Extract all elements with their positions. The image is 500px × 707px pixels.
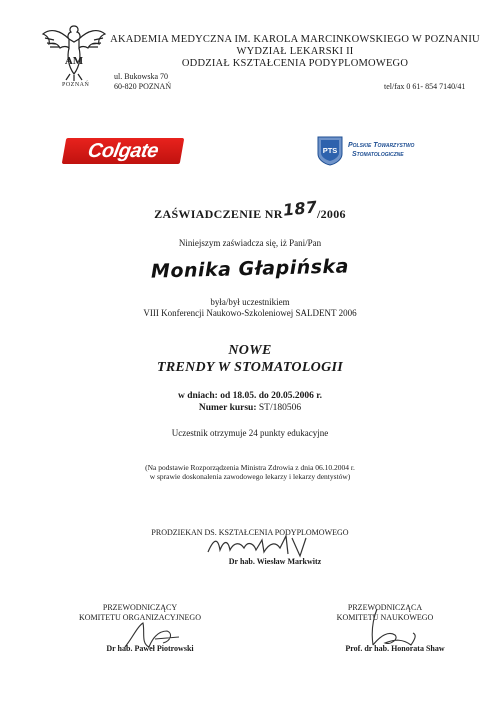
- certificate-title-prefix: ZAŚWIADCZENIE NR: [154, 207, 283, 221]
- dean-signature: [200, 532, 310, 560]
- telfax: tel/fax 0 61- 854 7140/41: [384, 82, 466, 91]
- colgate-logo: Colgate: [62, 138, 185, 164]
- pts-mark: PTS: [322, 146, 338, 155]
- pts-name-line1: Polskie Towarzystwo: [348, 142, 415, 149]
- certificate-title-suffix: /2006: [316, 207, 346, 221]
- certificate-number: 187: [281, 197, 318, 220]
- sci-committee-title-line2: KOMITETU NAUKOWEGO: [336, 613, 434, 622]
- certificate-title: [0, 197, 500, 222]
- pts-name: [348, 141, 414, 159]
- dean-title: PRODZIEKAN DS. KSZTAŁCENIA PODYPLOMOWEGO: [151, 528, 349, 537]
- course-number-label: Numer kursu:: [198, 403, 257, 413]
- header-faculty: WYDZIAŁ LEKARSKI II: [236, 46, 354, 57]
- sci-committee-chair-name: Prof. dr hab. Honorata Shaw: [345, 644, 445, 653]
- sci-committee-title-line1: PRZEWODNICZĄCA: [347, 603, 423, 612]
- pts-name-line2: Stomatologiczne: [352, 151, 404, 158]
- participation-line1: była/był uczestnikiem: [210, 297, 290, 307]
- legal-basis-line1: (Na podstawie Rozporządzenia Ministra Zdrowia z dnia 06.10.2004 r.: [145, 463, 355, 472]
- header-department: ODDZIAŁ KSZTAŁCENIA PODYPLOMOWEGO: [181, 58, 409, 69]
- topic-line2: TRENDY W STOMATOLOGII: [156, 360, 343, 375]
- education-points: Uczestnik otrzymuje 24 punkty edukacyjne: [171, 428, 329, 438]
- pts-logo: [317, 136, 343, 166]
- header-academy-name: AKADEMIA MEDYCZNA IM. KAROLA MARCINKOWSKIEGO W POZNANIU: [110, 34, 480, 45]
- participation-line2: VIII Konferencji Naukowo-Szkoleniowej SALDENT 2006: [143, 308, 357, 318]
- certificate-intro: Niniejszym zaświadcza się, iż Pani/Pan: [178, 238, 322, 248]
- address-city: 60-820 POZNAŃ: [114, 82, 172, 91]
- course-number: ST/180506: [258, 403, 302, 413]
- participant-name: Monika Głapińska: [150, 255, 350, 283]
- course-dates: w dniach: od 18.05. do 20.05.2006 r.: [177, 391, 323, 401]
- address-street: ul. Bukowska 70: [114, 72, 168, 81]
- topic-line1: NOWE: [228, 343, 272, 358]
- emblem-letters: AM: [64, 55, 84, 67]
- org-committee-chair-name: Dr hab. Paweł Piotrowski: [106, 644, 194, 653]
- course-number-line: [0, 403, 500, 413]
- university-eagle-emblem: [40, 20, 108, 84]
- emblem-caption: POZNAŃ: [62, 82, 90, 88]
- dean-name: Dr hab. Wiesław Markwitz: [228, 557, 322, 566]
- legal-basis-line2: w sprawie doskonalenia zawodowego lekarzy i lekarzy dentystów): [149, 472, 351, 481]
- org-committee-title-line1: PRZEWODNICZĄCY: [102, 603, 178, 612]
- org-committee-title-line2: KOMITETU ORGANIZACYJNEGO: [79, 613, 201, 622]
